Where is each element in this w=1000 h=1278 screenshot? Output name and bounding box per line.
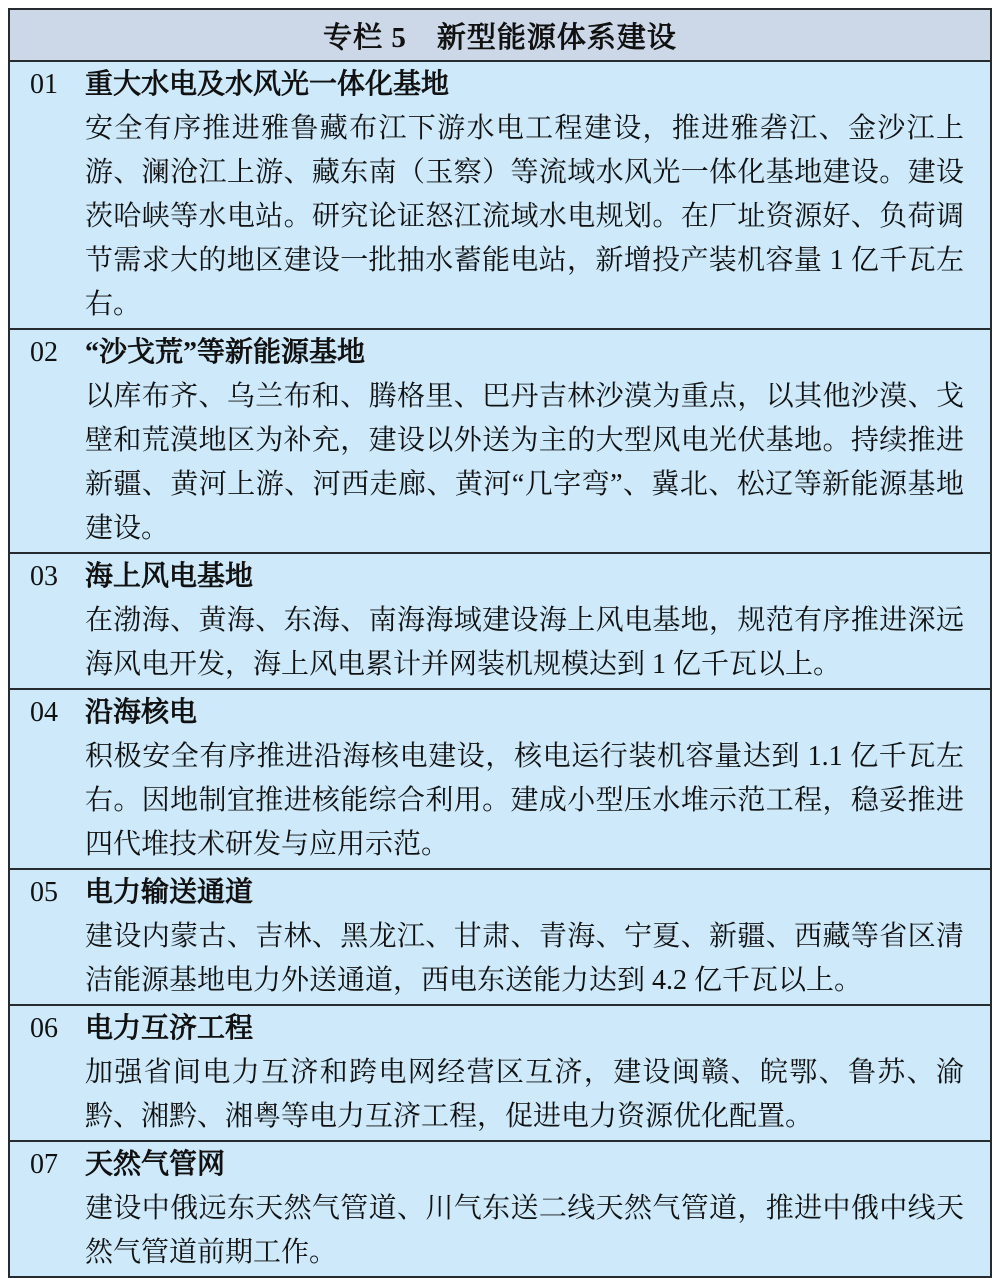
- section-content: [85, 1007, 990, 1139]
- section-title: 沿海核电: [85, 697, 198, 728]
- section-number: 04: [30, 697, 58, 728]
- section-number: 06: [30, 1013, 58, 1044]
- section-title: 电力互济工程: [85, 1013, 254, 1044]
- section-content: [85, 691, 990, 867]
- section-number: 07: [30, 1149, 58, 1180]
- section-04: [10, 690, 990, 870]
- section-number: 03: [30, 561, 58, 592]
- section-content: [85, 871, 990, 1003]
- section-title: 海上风电基地: [85, 561, 254, 592]
- box-header: [10, 10, 990, 62]
- section-title: 天然气管网: [85, 1149, 226, 1180]
- section-03: [10, 554, 990, 690]
- section-number: 01: [30, 69, 58, 100]
- section-content: [85, 331, 990, 551]
- section-01: [10, 62, 990, 330]
- section-body: 以库布齐、乌兰布和、腾格里、巴丹吉林沙漠为重点，以其他沙漠、戈壁和荒漠地区为补充，建设以外送为主的大型风电光伏基地。持续推进新疆、黄河上游、河西走廊、黄河“几字弯”、冀北、松辽等新能源基地建设。: [85, 381, 964, 544]
- section-07: [10, 1142, 990, 1276]
- section-02: [10, 330, 990, 554]
- section-body: 安全有序推进雅鲁藏布江下游水电工程建设，推进雅砻江、金沙江上游、澜沧江上游、藏东南（玉察）等流域水风光一体化基地建设。建设茨哈峡等水电站。研究论证怒江流域水电规划。在厂址资源好、负荷调节需求大的地区建设一批抽水蓄能电站，新增投产装机容量 1 亿千瓦左右。: [85, 113, 964, 320]
- section-body: 在渤海、黄海、东海、南海海域建设海上风电基地，规范有序推进深远海风电开发，海上风电累计并网装机规模达到 1 亿千瓦以上。: [85, 605, 964, 680]
- section-05: [10, 870, 990, 1006]
- policy-box: [8, 8, 992, 1278]
- section-content: [85, 1143, 990, 1275]
- section-number: 05: [30, 877, 58, 908]
- section-content: [85, 555, 990, 687]
- section-body: 建设中俄远东天然气管道、川气东送二线天然气管道，推进中俄中线天然气管道前期工作。: [85, 1193, 964, 1268]
- box-title: 专栏 5 新型能源体系建设: [323, 21, 677, 54]
- section-body: 积极安全有序推进沿海核电建设，核电运行装机容量达到 1.1 亿千瓦左右。因地制宜推进核能综合利用。建成小型压水堆示范工程，稳妥推进四代堆技术研发与应用示范。: [85, 741, 964, 860]
- section-06: [10, 1006, 990, 1142]
- section-content: [85, 63, 990, 327]
- section-title: 电力输送通道: [85, 877, 254, 908]
- section-title: 重大水电及水风光一体化基地: [85, 69, 450, 100]
- section-title: “沙戈荒”等新能源基地: [85, 337, 366, 368]
- section-number: 02: [30, 337, 58, 368]
- section-body: 建设内蒙古、吉林、黑龙江、甘肃、青海、宁夏、新疆、西藏等省区清洁能源基地电力外送通道，西电东送能力达到 4.2 亿千瓦以上。: [85, 921, 964, 996]
- section-body: 加强省间电力互济和跨电网经营区互济，建设闽赣、皖鄂、鲁苏、渝黔、湘黔、湘粤等电力互济工程，促进电力资源优化配置。: [85, 1057, 964, 1132]
